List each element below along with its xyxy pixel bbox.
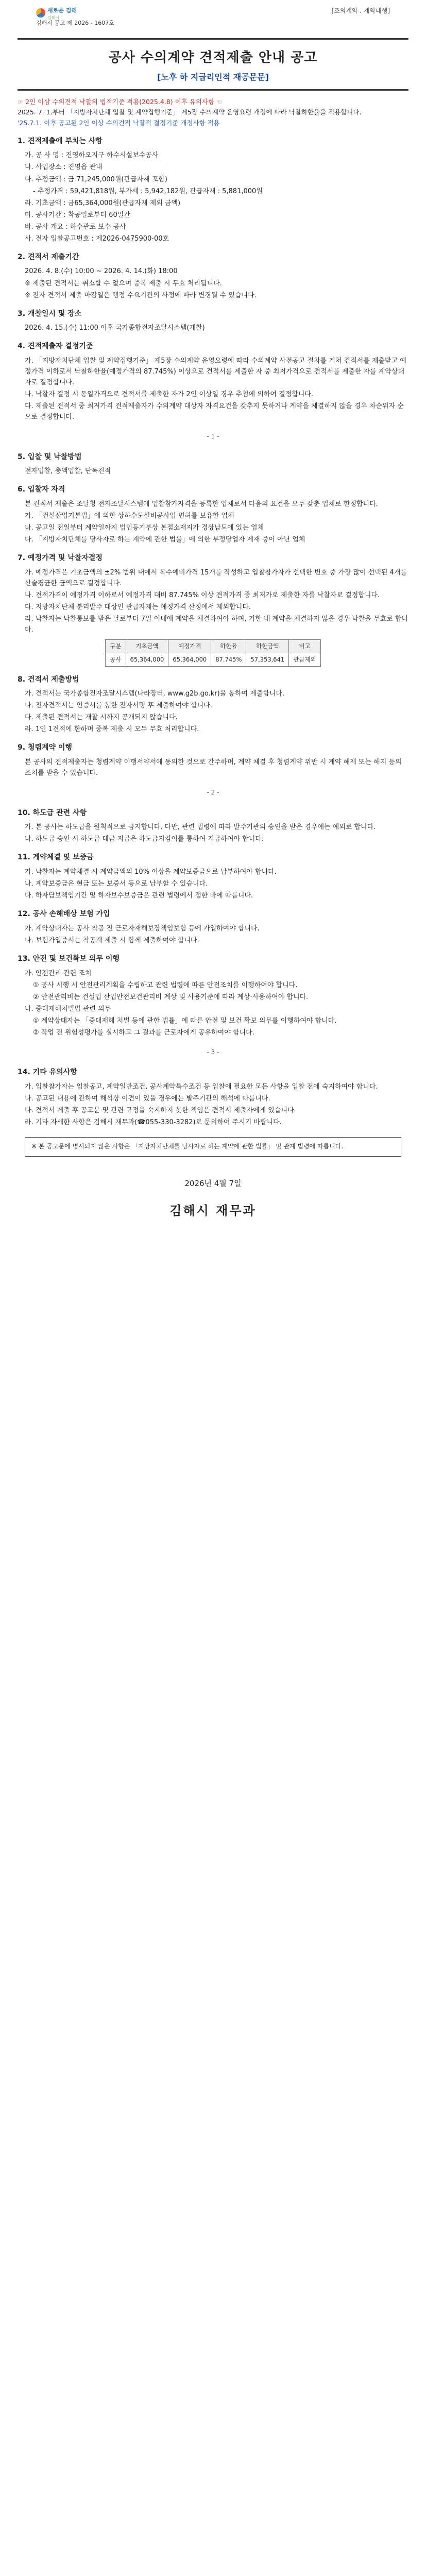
section: [18, 674, 408, 735]
table-cell: 65,364,000: [126, 653, 168, 666]
table-cell: 57,353,641: [246, 653, 289, 666]
title-box: [18, 38, 408, 91]
section-item: 다. 하자담보책임기간 및 하자보수보증금은 관련 법령에서 정한 바에 따릅니다.: [25, 892, 253, 900]
section-item: 라. 낙찰자는 낙찰통보를 받은 날로부터 7일 이내에 계약을 체결하여야 하며, 기한 내 계약을 체결하지 않을 경우 낙찰을 무효로 합니다.: [25, 615, 408, 634]
table-row: [106, 653, 320, 666]
section-title: 9. 청렴계약 이행: [18, 743, 72, 752]
section: [18, 1066, 408, 1128]
logo-sub: 김해시: [47, 15, 60, 21]
section: [18, 742, 408, 778]
section-title: 5. 입찰 및 낙찰방법: [18, 452, 82, 461]
section-item: 2026. 4. 15.(수) 11:00 이후 국가종합전자조달시스템(개찰): [25, 324, 205, 332]
page-marker: - 3 -: [207, 1048, 219, 1056]
table-header-cell: 하한율: [211, 640, 246, 653]
section-title: 3. 개찰일시 및 장소: [18, 309, 82, 318]
section-item: 나. 낙찰자 결정 시 동일가격으로 견적서를 제출한 자가 2인 이상일 경우 추첨에 의하여 결정합니다.: [25, 391, 314, 399]
section-title: 14. 기타 유의사항: [18, 1068, 77, 1077]
section: [18, 341, 408, 422]
notice-number: 김해시 공고 제 2026 - 1607호: [36, 20, 114, 26]
section-title: 10. 하도급 관련 사항: [18, 808, 87, 817]
section-item: ② 작업 전 위험성평가를 실시하고 그 결과를 근로자에게 공유하여야 합니다.: [33, 1028, 254, 1037]
section-item: 다. 제출된 견적서는 개찰 시까지 공개되지 않습니다.: [25, 714, 178, 722]
section-item: 라. 1인 1견적에 한하며 중복 제출 시 모두 무효 처리합니다.: [25, 725, 199, 734]
table-header-cell: 예정가격: [168, 640, 211, 653]
section: [18, 552, 408, 635]
section-item: 다. 지방자치단체 분리발주 대상인 관급자재는 예정가격 산정에서 제외합니다.: [25, 603, 251, 612]
section-item: 나. 하도급 승인 시 하도급 대금 지급은 하도급지킴이를 통하여 지급하여야 합니다.: [25, 835, 264, 843]
section-title: 12. 공사 손해배상 보험 가입: [18, 910, 110, 919]
section-item: 가. 견적서는 국가종합전자조달시스템(나라장터, www.g2b.go.kr)을 통하여 제출합니다.: [25, 690, 285, 698]
table-cell: 관급제외: [289, 653, 320, 666]
section-item: 다. 추정금액 : 금 71,245,000원(관급자재 포함): [25, 175, 168, 183]
sections-container: [18, 135, 408, 1128]
price-table: [105, 639, 320, 666]
table-header-cell: 구분: [106, 640, 126, 653]
preface-line: '25.7.1. 이후 공고된 2인 이상 수의견적 낙찰적 결정기준 개정사항 적용: [18, 118, 220, 127]
page-subtitle: [노후 하 지급리인적 재공문문]: [157, 72, 269, 82]
section-item: 나. 공고된 내용에 관하여 해석상 이견이 있을 경우에는 발주기관의 해석에 따릅니다.: [25, 1095, 270, 1103]
page-marker: - 2 -: [207, 789, 219, 796]
section-item: 본 견적서 제출은 조달청 전자조달시스템에 입찰참가자격을 등록한 업체로서 다음의 요건을 모두 갖춘 업체로 한정합니다.: [25, 500, 378, 509]
preface-line: 2025. 7. 1.부터 「지방자치단체 입찰 및 계약집행기준」 제5장 수의계약 운영요령 개정에 따라 낙찰하한율을 적용합니다.: [18, 108, 362, 116]
section-item: 가. 입찰참가자는 입찰공고, 계약일반조건, 공사계약특수조건 등 입찰에 필요한 모든 사항을 입찰 전에 숙지하여야 합니다.: [25, 1082, 378, 1091]
section: [18, 484, 408, 545]
section-item: 가. 본 공사는 하도급을 원칙적으로 금지합니다. 다만, 관련 법령에 따라 발주기관의 승인을 받은 경우에는 예외로 합니다.: [25, 823, 376, 832]
section: [18, 953, 408, 1038]
section-item: 라. 기타 자세한 사항은 김해시 재무과(☎055-330-3282)로 문의하여 주시기 바랍니다.: [25, 1118, 282, 1127]
footer-date: 2026년 4월 7일: [184, 1178, 242, 1188]
section: [18, 807, 408, 845]
section-item: ② 안전관리비는 건설업 산업안전보건관리비 계상 및 사용기준에 따라 계상·사용하여야 합니다.: [33, 993, 309, 1001]
footnote-box: [25, 1137, 401, 1156]
section-item: 나. 중대재해처벌법 관련 의무: [25, 1005, 111, 1013]
table-header-cell: 비고: [289, 640, 320, 653]
section: [18, 908, 408, 946]
section-item: 나. 전자견적서는 인증서를 통한 전자서명 후 제출하여야 합니다.: [25, 702, 212, 710]
page-marker: - 1 -: [207, 433, 219, 440]
section-item: 본 공사의 견적제출자는 청렴계약 이행서약서에 동의한 것으로 간주하며, 계약 체결 후 청렴계약 위반 시 계약 해제 또는 해지 등의 조치를 받을 수 있습니다.: [25, 758, 402, 777]
section-item: ※ 제출된 견적서는 취소할 수 없으며 중복 제출 시 무효 처리됩니다.: [25, 279, 222, 287]
section-item: 가. 「지방자치단체 입찰 및 계약집행기준」 제5장 수의계약 운영요령에 따라 수의계약 사전공고 절차를 거쳐 견적서를 제출받고 예정가격 이하로서 낙찰하한율(예정가격의 87.745%) 이상으로 견적서를 제출한 자 중 최저가격으로 견적서를 제출한 자를 계약상대자로 결정합니다.: [25, 357, 406, 387]
section-title: 1. 견적제출에 부치는 사항: [18, 137, 103, 145]
section: [18, 852, 408, 901]
section-item: 마. 공사기간 : 착공일로부터 60일간: [25, 211, 130, 219]
section: [18, 308, 408, 334]
section-item: 나. 공고일 전일부터 계약일까지 법인등기부상 본점소재지가 경상남도에 있는 업체: [25, 524, 264, 532]
section-item: 가. 안전관리 관련 조치: [25, 969, 92, 977]
header: [18, 0, 408, 38]
section-item: 전자입찰, 총액입찰, 단독견적: [25, 467, 111, 476]
preface: [18, 97, 408, 128]
section-item: ① 계약상대자는 「중대재해 처벌 등에 관한 법률」에 따른 안전 및 보건 확보 의무를 이행하여야 합니다.: [33, 1016, 337, 1025]
section: [18, 451, 408, 477]
table-header-cell: 하한금액: [246, 640, 289, 653]
preface-line: ☞ 2인 이상 수의견적 낙찰의 법적기준 적용(2025.4.8) 이후 유의사항 ☜: [18, 98, 223, 106]
section-item: 나. 사업장소 : 진영읍 관내: [25, 163, 103, 172]
section-item: 가. 「건설산업기본법」에 의한 상하수도설비공사업 면허를 보유한 업체: [25, 512, 234, 520]
section-item: 가. 계약상대자는 공사 착공 전 근로자재해보장책임보험 등에 가입하여야 합니다.: [25, 924, 260, 933]
table-cell: 공사: [106, 653, 126, 666]
section-title: 6. 입찰자 자격: [18, 485, 65, 494]
section: [18, 135, 408, 244]
section-title: 7. 예정가격 및 낙찰자결정: [18, 554, 103, 563]
logo-text: 새로운 김해: [47, 7, 77, 14]
section: [18, 251, 408, 301]
section-title: 4. 견적제출자 결정기준: [18, 342, 93, 351]
section-item: 2026. 4. 8.(수) 10:00 ~ 2026. 4. 14.(화) 18:00: [25, 267, 178, 276]
section-item: 가. 예정가격은 기초금액의 ±2% 범위 내에서 복수예비가격 15개를 작성하고 입찰참가자가 선택한 번호 중 가장 많이 선택된 4개를 산술평균한 금액으로 결정합니다.: [25, 568, 407, 588]
section-item: - 추정가격 : 59,421,818원, 부가세 : 5,942,182원, 관급자재 : 5,881,000원: [33, 187, 263, 195]
section-item: 다. 「지방자치단체를 당사자로 하는 계약에 관한 법률」에 의한 부정당업자 제재 중이 아닌 업체: [25, 536, 305, 544]
section-item: 나. 보험가입증서는 착공계 제출 시 함께 제출하여야 합니다.: [25, 936, 199, 944]
section-item: ※ 전자 견적서 제출 마감일은 행정 수요기관의 사정에 따라 변경될 수 있습니다.: [25, 291, 257, 299]
city-logo-icon: [36, 8, 45, 18]
section-item: 라. 기초금액 : 금65,364,000원(관급자재 제외 금액): [25, 199, 181, 207]
notice-category: [조의계약 . 계약대행]: [331, 7, 390, 14]
section-item: 다. 제출된 견적서 중 최저가격 견적제출자가 수의계약 대상자 자격요건을 갖추지 못하거나 계약을 체결하지 않을 경우 차순위자 순으로 결정합니다.: [25, 402, 404, 421]
section-title: 13. 안전 및 보건확보 의무 이행: [18, 954, 120, 963]
logo: [36, 5, 77, 20]
section-item: 다. 견적서 제출 후 공고문 및 관련 규정을 숙지하지 못한 책임은 견적서 제출자에게 있습니다.: [25, 1107, 296, 1115]
table-header-cell: 기초금액: [126, 640, 168, 653]
section-item: 가. 낙찰자는 계약체결 시 계약금액의 10% 이상을 계약보증금으로 납부하여야 합니다.: [25, 868, 277, 876]
section-item: ① 공사 시행 시 안전관리계획을 수립하고 관련 법령에 따른 안전조치를 이행하여야 합니다.: [33, 981, 298, 989]
table-cell: 65,364,000: [168, 653, 211, 666]
section-item: 나. 계약보증금은 현금 또는 보증서 등으로 납부할 수 있습니다.: [25, 880, 208, 888]
section-item: 바. 공사 개요 : 하수관로 보수 공사: [25, 223, 126, 231]
section-item: 가. 공 사 명 : 진영하오지구 하수시설보수공사: [25, 151, 159, 160]
section-title: 2. 견적서 제출기간: [18, 252, 79, 261]
section-title: 11. 계약체결 및 보증금: [18, 853, 94, 862]
table-cell: 87.745%: [211, 653, 246, 666]
footer-org: 김해시 재무과: [169, 1203, 257, 1218]
footnote: ※ 본 공고문에 명시되지 않은 사항은 「지방자치단체를 당사자로 하는 계약에 관한 법률」 및 관계 법령에 따릅니다.: [31, 1143, 344, 1150]
page-title: 공사 수의계약 견적제출 안내 공고: [108, 50, 318, 65]
section-item: 사. 전자 입찰공고번호 : 제2026-0475900-00호: [25, 234, 169, 243]
section-item: 나. 견적가격이 예정가격 이하로서 예정가격 대비 87.745% 이상 견적가격 중 최저가로 제출한 자를 낙찰자로 결정합니다.: [25, 591, 380, 600]
section-title: 8. 견적서 제출방법: [18, 675, 79, 684]
